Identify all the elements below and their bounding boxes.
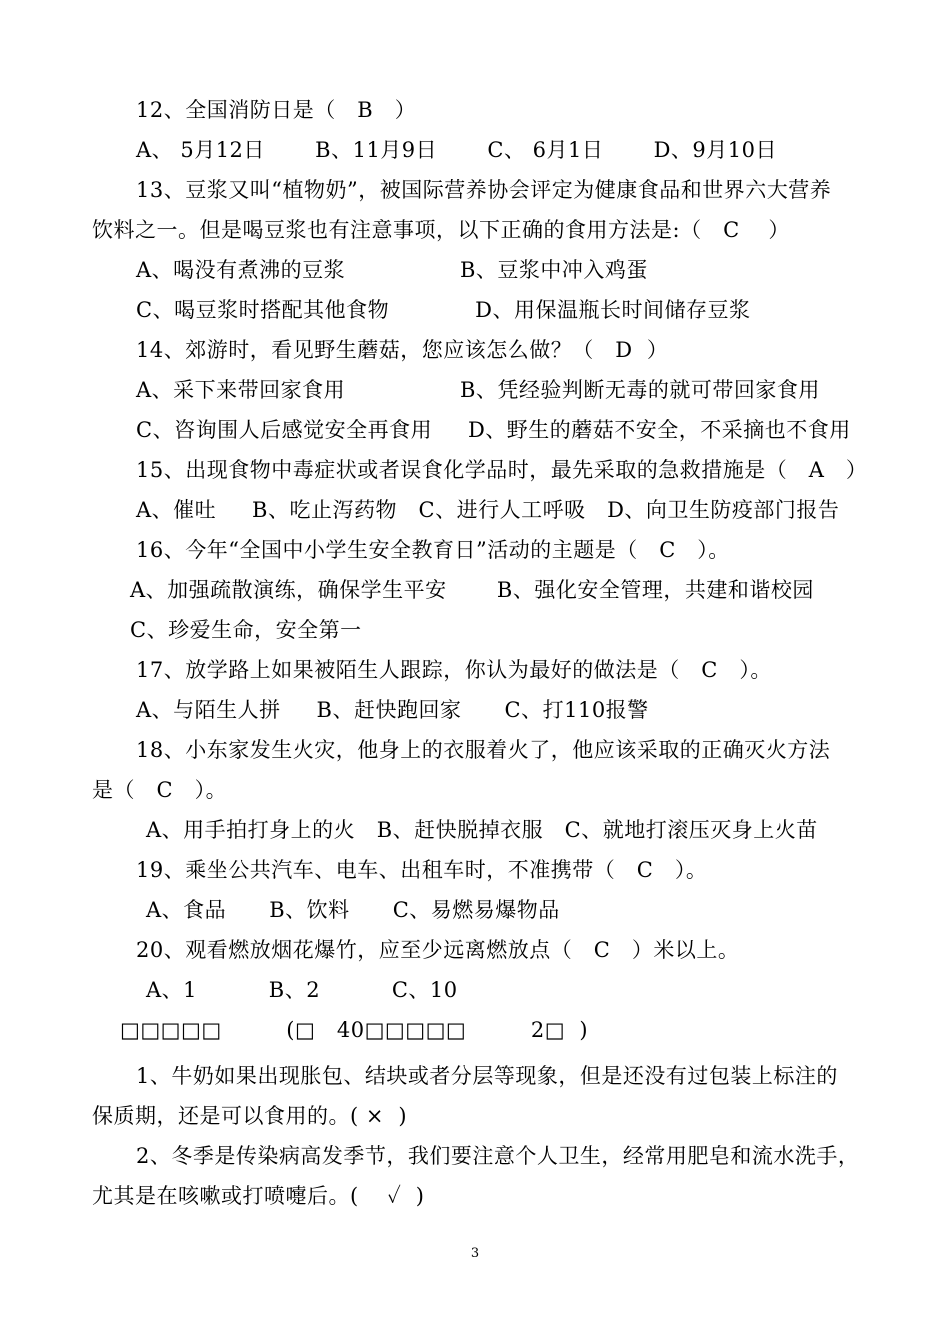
judgment-2: 2、冬季是传染病高发季节，我们要注意个人卫生，经常用肥皂和流水洗手， (136, 1144, 860, 1168)
question-19-options: A、食品 B、饮料 C、易燃易爆物品 (146, 898, 560, 922)
question-18: 18、小东家发生火灾，他身上的衣服着火了，他应该采取的正确灭火方法 (136, 738, 831, 762)
question-16-options-c: C、珍爱生命，安全第一 (130, 618, 362, 642)
question-18-cont: 是（ C ）。 (92, 778, 228, 802)
question-18-options: A、用手拍打身上的火 B、赶快脱掉衣服 C、就地打滚压灭身上火苗 (146, 818, 818, 842)
question-20: 20、观看燃放烟花爆竹，应至少远离燃放点（ C ）米以上。 (136, 938, 740, 962)
question-14-options-ab: A、采下来带回家食用 B、凭经验判断无毒的就可带回家食用 (136, 378, 820, 402)
question-13-options-cd: C、喝豆浆时搭配其他食物 D、用保温瓶长时间储存豆浆 (136, 298, 751, 322)
judgment-2-cont: 尤其是在咳嗽或打喷嚏后。( ✓ ) (92, 1184, 425, 1208)
question-17-options: A、与陌生人拼 B、赶快跑回家 C、打110报警 (136, 698, 649, 722)
question-17: 17、放学路上如果被陌生人跟踪，你认为最好的做法是（ C ）。 (136, 658, 772, 682)
question-16: 16、今年“全国中小学生安全教育日”活动的主题是（ C ）。 (136, 538, 730, 562)
question-14-options-cd: C、咨询围人后感觉安全再食用 D、野生的蘑菇不安全，不采摘也不食用 (136, 418, 851, 442)
question-13-cont: 饮料之一。但是喝豆浆也有注意事项，以下正确的食用方法是:（ C ） (92, 218, 790, 242)
judgment-1: 1、牛奶如果出现胀包、结块或者分层等现象，但是还没有过包装上标注的 (136, 1064, 838, 1088)
question-12-options: A、 5月12日 B、11月9日 C、 6月1日 D、9月10日 (136, 138, 778, 162)
question-15-options: A、催吐 B、吃止泻药物 C、进行人工呼吸 D、向卫生防疫部门报告 (136, 498, 840, 522)
question-13-options-ab: A、喝没有煮沸的豆浆 B、豆浆中冲入鸡蛋 (136, 258, 648, 282)
question-20-options: A、1 B、2 C、10 (146, 978, 458, 1002)
question-13: 13、豆浆又叫“植物奶”，被国际营养协会评定为健康食品和世界六大营养 (136, 178, 832, 202)
section-heading: □□□□□ (□ 40□□□□□ 2□ ) (120, 1018, 589, 1042)
question-19: 19、乘坐公共汽车、电车、出租车时，不准携带（ C ）。 (136, 858, 708, 882)
question-15: 15、出现食物中毒症状或者误食化学品时，最先采取的急救措施是（ A ） (136, 458, 868, 482)
question-14: 14、郊游时，看见野生蘑菇，您应该怎么做？（ D ） (136, 338, 669, 362)
judgment-1-cont: 保质期，还是可以食用的。( × ) (92, 1104, 408, 1128)
question-12: 12、全国消防日是（ B ） (136, 98, 417, 122)
page-number: 3 (470, 1246, 480, 1261)
question-16-options-ab: A、加强疏散演练，确保学生平安 B、强化安全管理，共建和谐校园 (130, 578, 814, 602)
